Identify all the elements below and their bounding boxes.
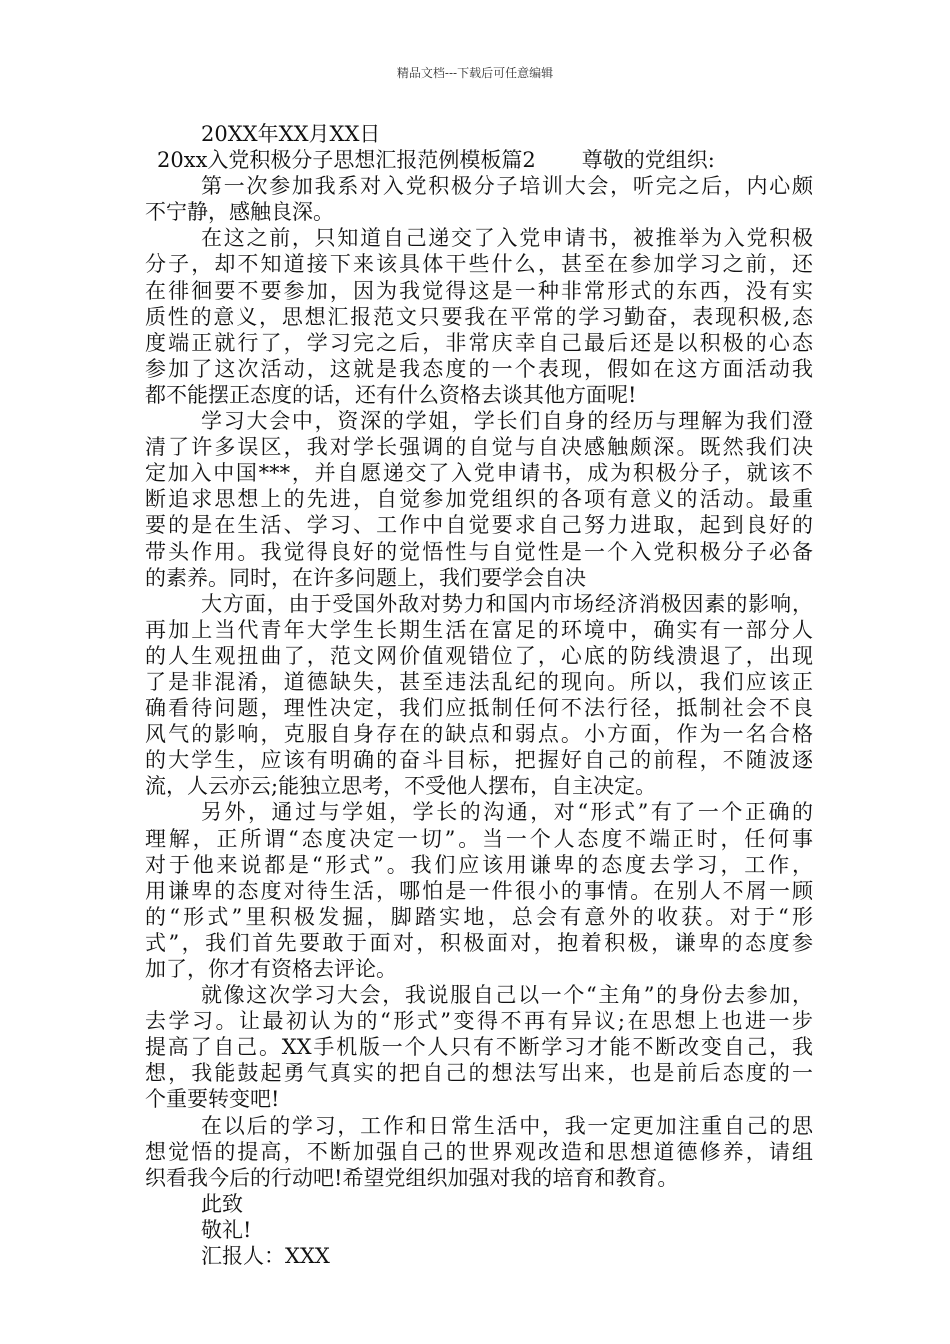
paragraph-line: 对于他来说都是“形式”。我们应该用谦卑的态度去学习，工作， <box>145 852 813 877</box>
paragraph <box>145 173 813 225</box>
paragraph-line: 的人生观扭曲了，范文网价值观错位了，心底的防线溃退了，出现 <box>145 643 813 668</box>
paragraph-line: 的素养。同时，在许多问题上，我们要学会自决 <box>145 565 586 590</box>
paragraphs <box>145 173 813 1191</box>
paragraph <box>145 408 813 591</box>
paragraph-line: 定加入中国***，并自愿递交了入党申请书，成为积极分子，就该不 <box>145 461 813 486</box>
regards-line: 敬礼! <box>201 1217 252 1242</box>
paragraph-line: 的大学生，应该有明确的奋斗目标，把握好自己的前程，不随波逐 <box>145 748 813 773</box>
paragraph-line: 不宁静，感触良深。 <box>145 200 334 225</box>
paragraph-line: 另外，通过与学姐，学长的沟通，对“形式”有了一个正确的 <box>201 800 813 825</box>
paragraph-line: 去学习。让最初认为的“形式”变得不再有异议;在思想上也进一步 <box>145 1009 813 1034</box>
paragraph-line: 风气的影响，克服自身存在的缺点和弱点。小方面，作为一名合格 <box>145 722 813 747</box>
paragraph-line: 参加了这次活动，这就是我态度的一个表现，假如在这方面活动我 <box>145 356 813 381</box>
paragraph-line: 流，人云亦云;能独立思考，不受他人摆布，自主决定。 <box>145 774 657 799</box>
paragraph-line: 清了许多误区，我对学长强调的自觉与自决感触颇深。既然我们决 <box>145 435 813 460</box>
paragraph-line: 理解，正所谓“态度决定一切”。当一个人态度不端正时，任何事 <box>145 826 813 851</box>
reporter-line: 汇报人：XXX <box>201 1244 330 1269</box>
paragraph-line: 再加上当代青年大学生长期生活在富足的环境中，确实有一部分人 <box>145 617 813 642</box>
paragraph <box>145 1113 813 1191</box>
paragraph-line: 分子，却不知道接下来该具体干些什么，甚至在参加学习之前，还 <box>145 252 813 277</box>
page-header: 精品文档---下载后可任意编辑 <box>396 66 554 80</box>
paragraph <box>145 225 813 408</box>
document-title: 20xx入党积极分子思想汇报范例模板篇2 <box>157 148 536 173</box>
paragraph <box>145 982 813 1112</box>
paragraph-line: 断追求思想上的先进，自觉参加党组织的各项有意义的活动。最重 <box>145 487 813 512</box>
paragraph-line: 个重要转变吧! <box>145 1087 280 1112</box>
paragraph-line: 带头作用。我觉得良好的觉悟性与自觉性是一个入党积极分子必备 <box>145 539 813 564</box>
paragraph-line: 在以后的学习，工作和日常生活中，我一定更加注重自己的思 <box>201 1113 813 1138</box>
paragraph-line: 提高了自己。XX手机版一个人只有不断学习才能不断改变自己，我 <box>145 1035 813 1060</box>
paragraph <box>145 799 813 982</box>
paragraph-line: 度端正就行了，学习完之后，非常庆幸自己最后还是以积极的心态 <box>145 330 813 355</box>
document-body <box>145 121 813 1269</box>
paragraph-line: 用谦卑的态度对待生活，哪怕是一件很小的事情。在别人不屑一顾 <box>145 878 813 903</box>
paragraph <box>145 591 813 800</box>
salutation: 尊敬的党组织: <box>581 148 715 173</box>
paragraph-line: 学习大会中，资深的学姐，学长们自身的经历与理解为我们澄 <box>201 409 813 434</box>
paragraph-line: 想，我能鼓起勇气真实的把自己的想法写出来，也是前后态度的一 <box>145 1061 813 1086</box>
paragraph-line: 织看我今后的行动吧!希望党组织加强对我的培育和教育。 <box>145 1165 679 1190</box>
paragraph-line: 都不能摆正态度的话，还有什么资格去谈其他方面呢! <box>145 382 637 407</box>
paragraph-line: 的“形式”里积极发掘，脚踏实地，总会有意外的收获。对于“形 <box>145 904 813 929</box>
paragraph-line: 要的是在生活、学习、工作中自觉要求自己努力进取，起到良好的 <box>145 513 813 538</box>
closing-line: 此致 <box>201 1191 243 1216</box>
paragraph-line: 质性的意义，思想汇报范文只要我在平常的学习勤奋，表现积极,态 <box>145 304 813 329</box>
paragraph-line: 确看待问题，理性决定，我们应抵制任何不法行径，抵制社会不良 <box>145 696 813 721</box>
paragraph-line: 式”，我们首先要敢于面对，积极面对，抱着积极，谦卑的态度参 <box>145 930 813 955</box>
paragraph-line: 加了，你才有资格去评论。 <box>145 957 397 981</box>
paragraph-line: 就像这次学习大会，我说服自己以一个“主角”的身份去参加， <box>201 983 813 1008</box>
paragraph-line: 在徘徊要不要参加，因为我觉得这是一种非常形式的东西，没有实 <box>145 278 813 303</box>
paragraph-line: 想觉悟的提高，不断加强自己的世界观改造和思想道德修养，请组 <box>145 1139 813 1164</box>
paragraph-line: 了是非混淆，道德缺失，甚至违法乱纪的现向。所以，我们应该正 <box>145 669 813 694</box>
paragraph-line: 在这之前，只知道自己递交了入党申请书，被推举为入党积极 <box>201 226 813 251</box>
date-line: 20XX年XX月XX日 <box>201 122 381 146</box>
paragraph-line: 大方面，由于受国外敌对势力和国内市场经济消极因素的影响， <box>201 591 813 616</box>
paragraph-line: 第一次参加我系对入党积极分子培训大会，听完之后，内心颇 <box>201 174 813 199</box>
title-line <box>145 147 813 173</box>
